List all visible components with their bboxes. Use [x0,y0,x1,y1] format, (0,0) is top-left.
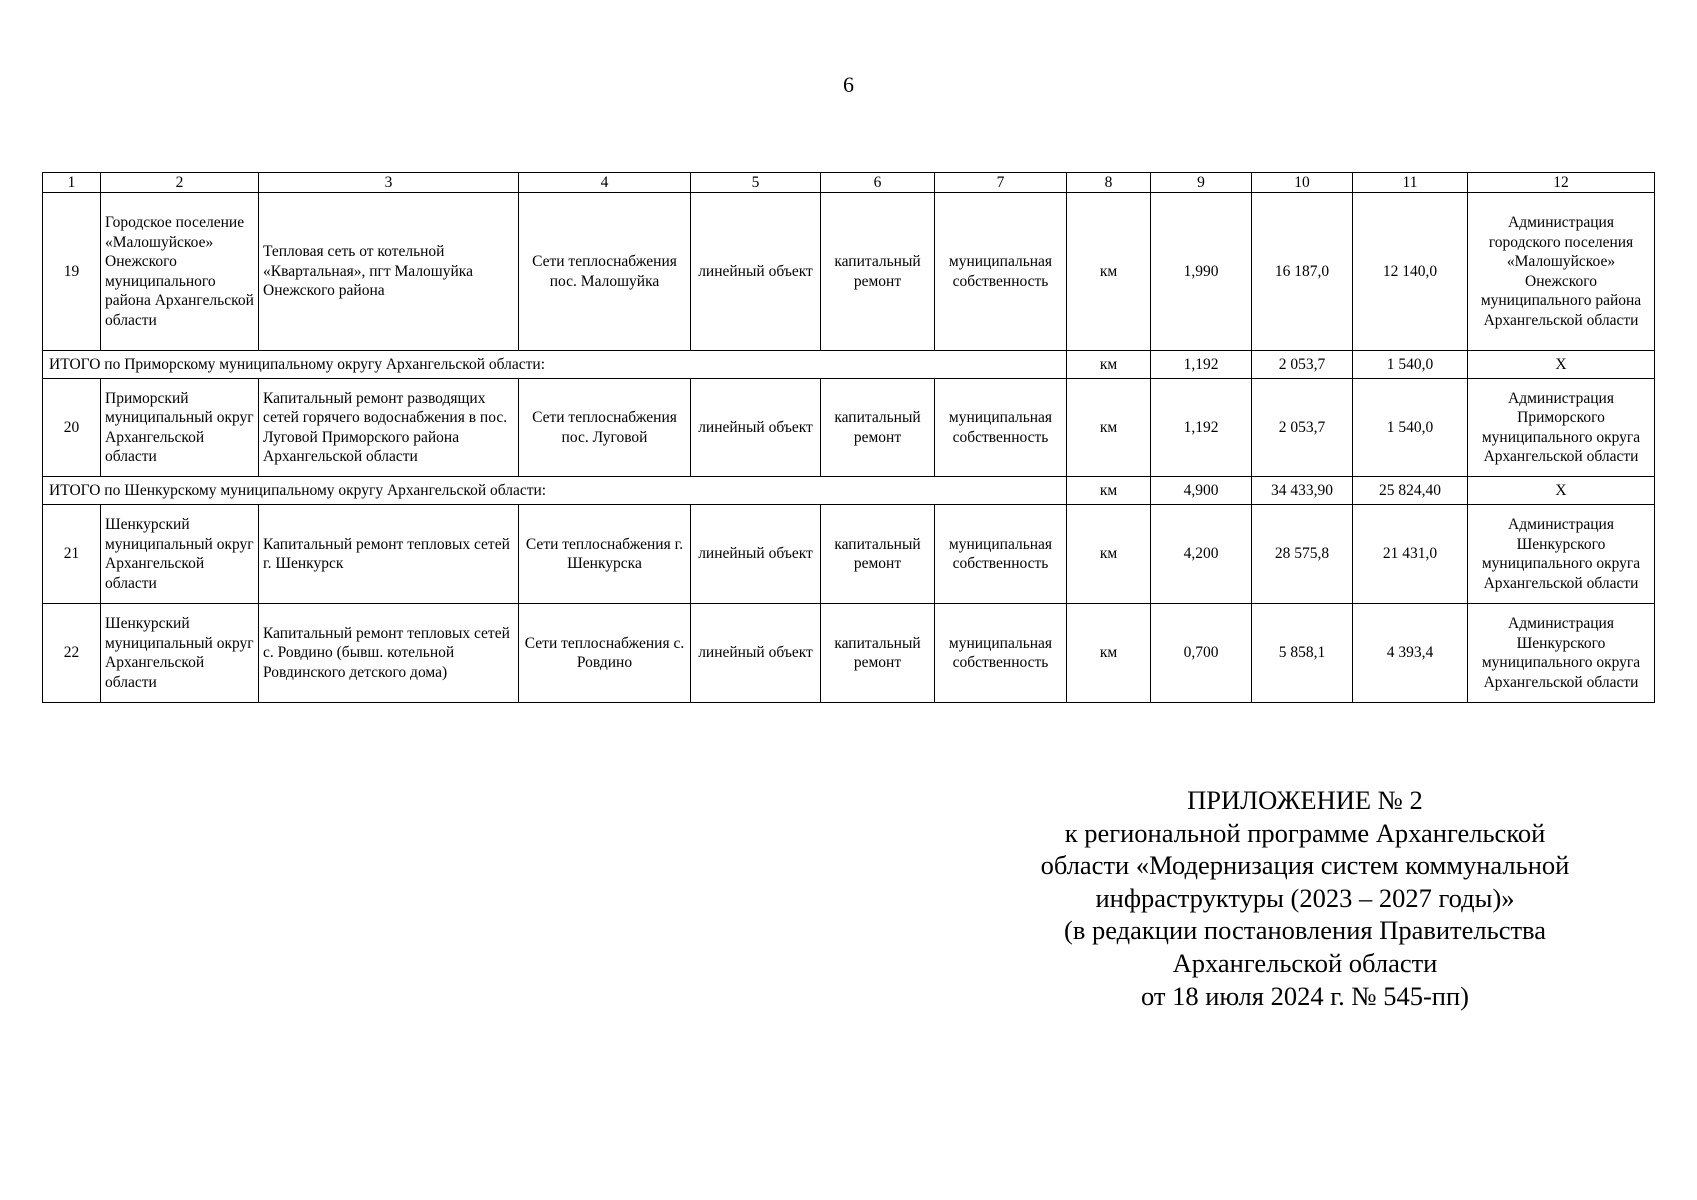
column-number-10: 10 [1252,173,1353,193]
column-number-6: 6 [821,173,935,193]
unit: км [1067,477,1151,505]
page-number: 6 [843,72,854,97]
appendix-line: (в редакции постановления Правительства [1064,915,1546,946]
length-value: 1,990 [1151,193,1252,351]
work-type: капитальный ремонт [821,604,935,703]
object-kind: линейный объект [691,379,821,477]
budget-cost: 21 431,0 [1353,505,1468,604]
network-type: Сети теплоснабжения пос. Луговой [519,379,691,477]
object-kind: линейный объект [691,505,821,604]
row-number: 21 [43,505,101,604]
row-number: 19 [43,193,101,351]
responsible-body: Х [1468,477,1655,505]
length-value: 4,200 [1151,505,1252,604]
responsible-body: Х [1468,351,1655,379]
ownership: муниципальная собственность [935,193,1067,351]
ownership: муниципальная собственность [935,604,1067,703]
length-value: 1,192 [1151,379,1252,477]
object-name: Капитальный ремонт тепловых сетей г. Шенкурск [259,505,519,604]
column-number-11: 11 [1353,173,1468,193]
budget-cost: 1 540,0 [1353,379,1468,477]
responsible-body: Администрация городского поселения «Малошуйское» Онежского муниципального района Архангельской области [1468,193,1655,351]
municipality: Шенкурский муниципальный округ Архангельской области [101,604,259,703]
total-cost: 2 053,7 [1252,351,1353,379]
municipality: Шенкурский муниципальный округ Архангельской области [101,505,259,604]
column-number-12: 12 [1468,173,1655,193]
length-value: 0,700 [1151,604,1252,703]
appendix-heading [985,784,1625,1012]
column-number-7: 7 [935,173,1067,193]
ownership: муниципальная собственность [935,379,1067,477]
budget-cost: 25 824,40 [1353,477,1468,505]
unit: км [1067,351,1151,379]
length-value: 4,900 [1151,477,1252,505]
budget-cost: 1 540,0 [1353,351,1468,379]
column-number-9: 9 [1151,173,1252,193]
object-name: Тепловая сеть от котельной «Квартальная», пгт Малошуйка Онежского района [259,193,519,351]
network-type: Сети теплоснабжения пос. Малошуйка [519,193,691,351]
appendix-line: от 18 июля 2024 г. № 545-пп) [1140,980,1469,1011]
table-row [43,193,1655,351]
table-row [43,379,1655,477]
row-number: 22 [43,604,101,703]
column-number-2: 2 [101,173,259,193]
row-number: 20 [43,379,101,477]
table-header-row [43,173,1655,193]
budget-cost: 12 140,0 [1353,193,1468,351]
appendix-line: инфраструктуры (2023 – 2027 годы)» [1095,882,1515,913]
appendix-line: Архангельской области [1172,947,1438,978]
work-type: капитальный ремонт [821,193,935,351]
unit: км [1067,604,1151,703]
responsible-body: Администрация Приморского муниципального округа Архангельской области [1468,379,1655,477]
municipality: Приморский муниципальный округ Архангельской области [101,379,259,477]
total-label: ИТОГО по Шенкурскому муниципальному округу Архангельской области: [43,477,1067,505]
total-label: ИТОГО по Приморскому муниципальному округу Архангельской области: [43,351,1067,379]
appendix-line: области «Модернизация систем коммунальной [1040,850,1570,881]
column-number-3: 3 [259,173,519,193]
column-number-8: 8 [1067,173,1151,193]
program-table [42,172,1655,703]
network-type: Сети теплоснабжения с. Ровдино [519,604,691,703]
work-type: капитальный ремонт [821,379,935,477]
object-kind: линейный объект [691,604,821,703]
column-number-5: 5 [691,173,821,193]
column-number-1: 1 [43,173,101,193]
ownership: муниципальная собственность [935,505,1067,604]
unit: км [1067,505,1151,604]
object-kind: линейный объект [691,193,821,351]
total-cost: 5 858,1 [1252,604,1353,703]
length-value: 1,192 [1151,351,1252,379]
network-type: Сети теплоснабжения г. Шенкурска [519,505,691,604]
total-cost: 2 053,7 [1252,379,1353,477]
object-name: Капитальный ремонт тепловых сетей с. Ровдино (бывш. котельной Ровдинского детского дома) [259,604,519,703]
column-number-4: 4 [519,173,691,193]
total-cost: 16 187,0 [1252,193,1353,351]
unit: км [1067,193,1151,351]
appendix-line: к региональной программе Архангельской [1064,817,1546,848]
appendix-title: ПРИЛОЖЕНИЕ № 2 [1187,785,1423,815]
responsible-body: Администрация Шенкурского муниципального округа Архангельской области [1468,604,1655,703]
table-row [43,505,1655,604]
responsible-body: Администрация Шенкурского муниципального округа Архангельской области [1468,505,1655,604]
total-cost: 28 575,8 [1252,505,1353,604]
table-total-row [43,351,1655,379]
municipality: Городское поселение «Малошуйское» Онежского муниципального района Архангельской области [101,193,259,351]
unit: км [1067,379,1151,477]
total-cost: 34 433,90 [1252,477,1353,505]
object-name: Капитальный ремонт разводящих сетей горячего водоснабжения в пос. Луговой Приморского района Архангельской области [259,379,519,477]
table-total-row [43,477,1655,505]
table-row [43,604,1655,703]
budget-cost: 4 393,4 [1353,604,1468,703]
work-type: капитальный ремонт [821,505,935,604]
